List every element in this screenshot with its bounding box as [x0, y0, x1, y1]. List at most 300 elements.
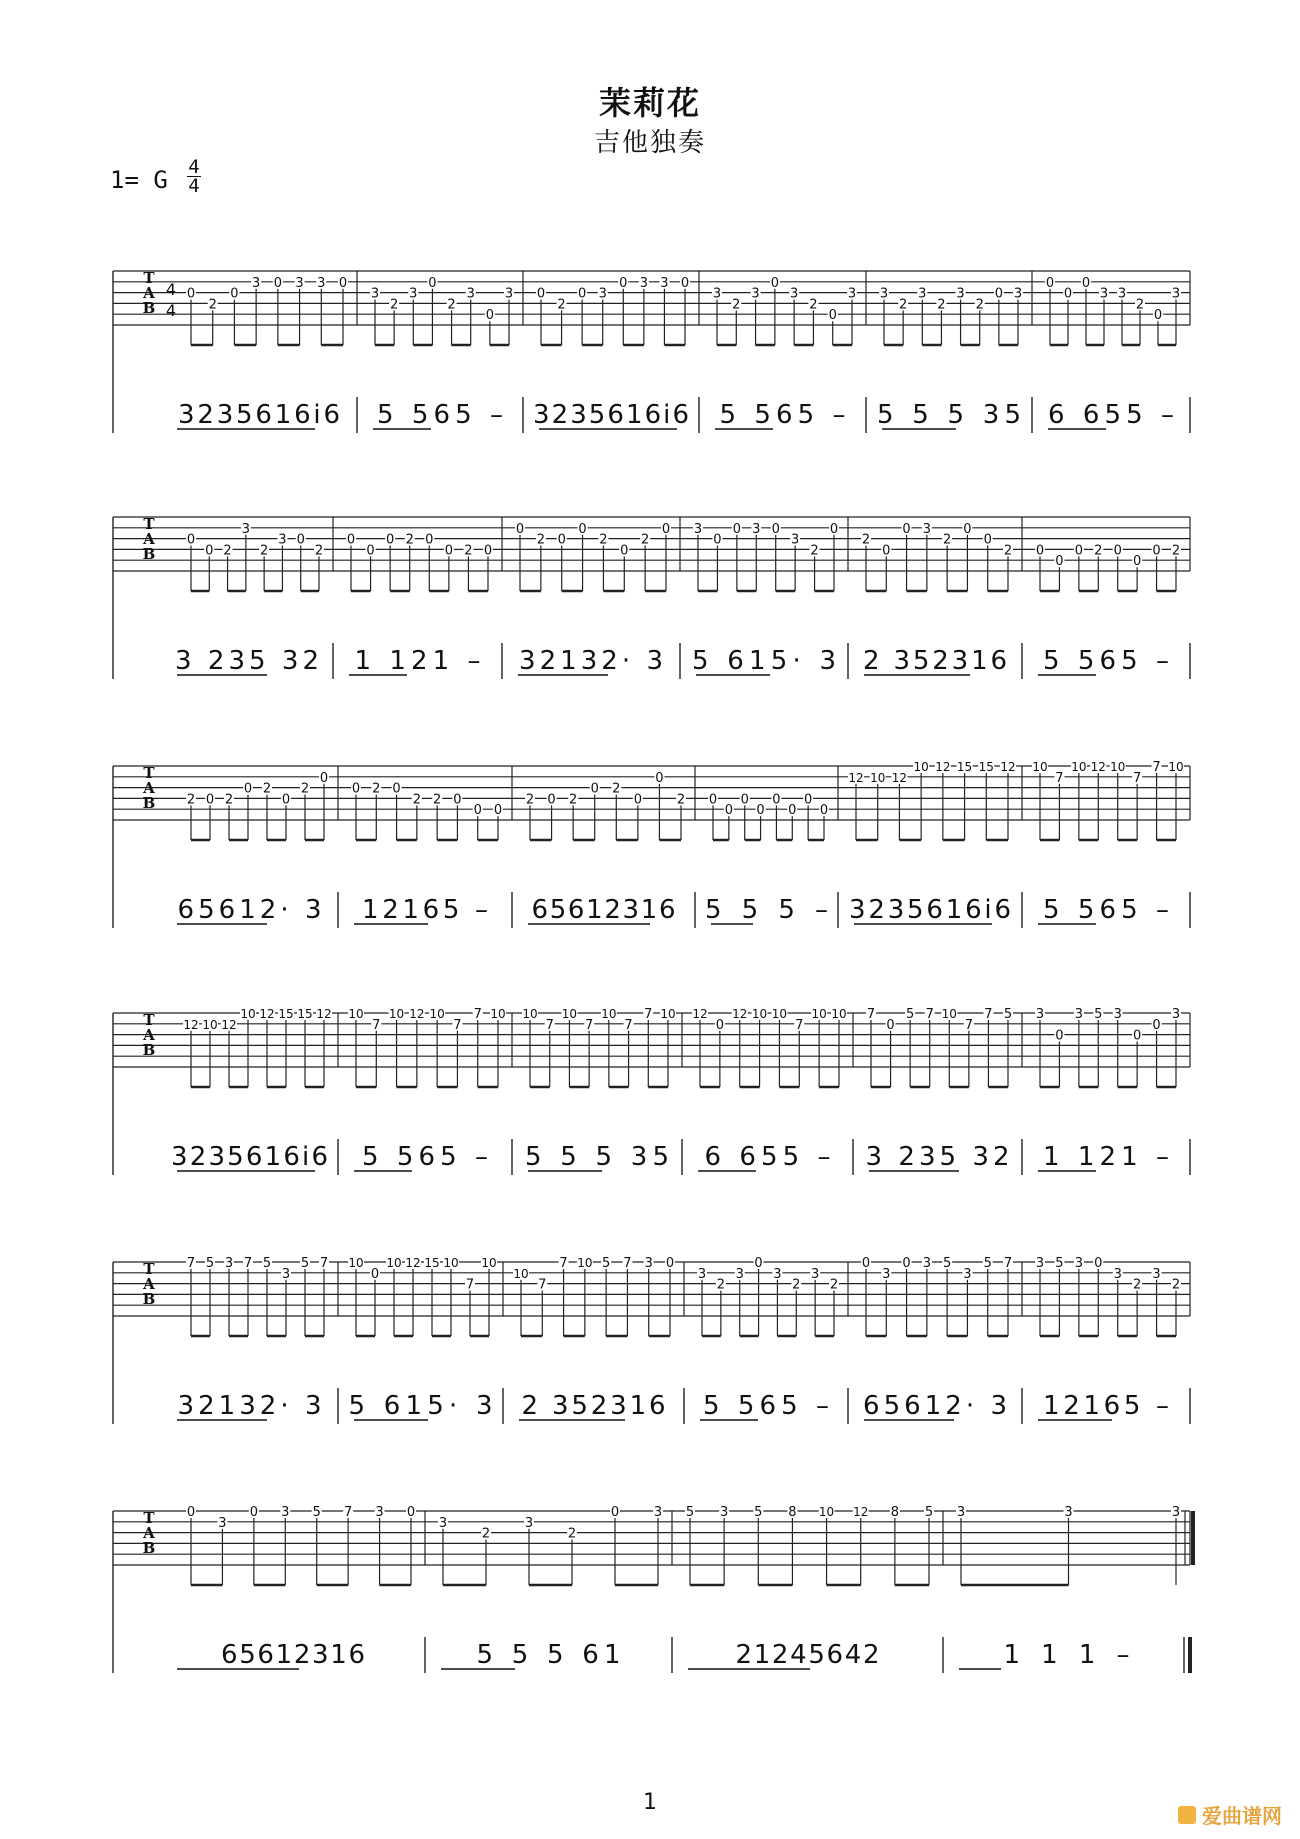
tab-clef-letter: T — [143, 1509, 155, 1527]
fret-number: 7 — [465, 1277, 475, 1293]
fret-number: 15 — [956, 760, 973, 774]
fret-number: 0 — [756, 803, 765, 819]
fret-number: 2 — [557, 297, 566, 313]
jianpu-measure: 65612316 — [531, 895, 676, 925]
fret-number: 3 — [720, 1505, 729, 1520]
fret-number: 3 — [1035, 1256, 1045, 1271]
fret-number: 2 — [792, 1277, 801, 1293]
jianpu-measure: 5 5 5 – — [705, 895, 828, 925]
fret-number: 2 — [899, 297, 908, 313]
fret-number: 12 — [692, 1007, 708, 1021]
fret-number: 3 — [278, 532, 287, 548]
tab-clef-letter: B — [142, 1041, 156, 1059]
fret-number: 2 — [405, 532, 414, 548]
fret-number: 10 — [386, 1256, 402, 1270]
jianpu-measure: 1 121 – — [354, 646, 481, 676]
fret-number: 10 — [522, 1007, 538, 1021]
fret-number: 0 — [788, 803, 797, 819]
jianpu-measure: 12165 – — [1043, 1391, 1169, 1421]
fret-number: 5 — [685, 1505, 695, 1520]
fret-number: 10 — [429, 1007, 445, 1021]
fret-number: 10 — [913, 760, 929, 774]
fret-number: 10 — [1110, 760, 1126, 774]
fret-number: 2 — [975, 297, 984, 313]
fret-number: 0 — [828, 308, 837, 324]
fret-number: 0 — [366, 543, 375, 559]
fret-number: 2 — [262, 781, 272, 797]
site-watermark-text: 爱曲谱网 — [1202, 1804, 1282, 1828]
fret-number: 7 — [1003, 1256, 1013, 1271]
fret-number: 3 — [752, 521, 761, 537]
fret-number: 3 — [918, 286, 927, 302]
jianpu-measure: 2 352316 — [863, 646, 1007, 676]
fret-number: 2 — [641, 532, 650, 548]
fret-number: 0 — [428, 275, 437, 291]
fret-number: 5 — [300, 1256, 310, 1271]
fret-number: 0 — [186, 286, 196, 302]
fret-number: 10 — [513, 1266, 529, 1281]
fret-number: 0 — [740, 792, 749, 808]
fret-number: 2 — [599, 532, 608, 548]
fret-number: 3 — [1171, 1007, 1181, 1022]
fret-number: 3 — [598, 286, 607, 302]
fret-number: 3 — [1171, 1505, 1181, 1520]
site-watermark — [1178, 1800, 1282, 1829]
fret-number: 5 — [754, 1505, 763, 1520]
fret-number: 2 — [612, 781, 621, 797]
fret-number: 0 — [610, 1505, 620, 1520]
fret-number: 3 — [370, 286, 380, 302]
fret-number: 7 — [319, 1256, 329, 1271]
fret-number: 7 — [644, 1007, 653, 1022]
fret-number: 3 — [1113, 1266, 1122, 1282]
fret-number: 7 — [984, 1007, 993, 1022]
fret-number: 2 — [1135, 297, 1145, 313]
fret-number: 0 — [1074, 543, 1083, 559]
jianpu-measure: 5 5 5 35 — [525, 1142, 669, 1172]
fret-number: 10 — [870, 770, 886, 785]
fret-number: 5 — [983, 1256, 992, 1271]
fret-number: 10 — [202, 1017, 218, 1032]
fret-number: 0 — [754, 1256, 763, 1271]
fret-number: 0 — [1152, 543, 1161, 559]
fret-number: 0 — [661, 521, 671, 537]
fret-number: 3 — [1152, 1266, 1161, 1282]
jianpu-measure: 65612· 3 — [177, 895, 322, 925]
fret-number: 10 — [481, 1256, 497, 1270]
fret-number: 2 — [810, 543, 819, 559]
tab-clef-letter: B — [142, 1290, 156, 1308]
fret-number: 5 — [1094, 1007, 1103, 1022]
jianpu-measure: 1 121 – — [1043, 1142, 1169, 1172]
fret-number: 7 — [473, 1007, 482, 1022]
fret-number: 0 — [994, 286, 1003, 302]
tab-clef-letter: B — [142, 1539, 156, 1557]
tab-clef-letter: T — [143, 1011, 155, 1029]
fret-number: 2 — [829, 1277, 839, 1293]
fret-number: 10 — [240, 1007, 256, 1021]
fret-number: 7 — [344, 1505, 353, 1520]
fret-number: 0 — [590, 781, 599, 797]
fret-number: 3 — [504, 286, 514, 302]
fret-number: 12 — [405, 1256, 421, 1270]
fret-number: 7 — [243, 1256, 253, 1271]
fret-number: 3 — [791, 532, 800, 548]
fret-number: 12 — [848, 770, 864, 785]
fret-number: 0 — [902, 521, 911, 537]
fret-number: 2 — [809, 297, 818, 313]
tab-clef-letter: B — [142, 299, 156, 317]
tab-clef-letter: A — [143, 779, 155, 797]
fret-number: 3 — [295, 275, 304, 291]
fret-number: 7 — [1152, 760, 1161, 775]
fret-number: 5 — [1003, 1007, 1013, 1022]
fret-number: 0 — [861, 1256, 871, 1271]
jianpu-measure: 5 615· 3 — [348, 1391, 493, 1421]
fret-number: 0 — [1152, 1017, 1161, 1033]
key-signature: 1= G — [110, 166, 168, 194]
fret-number: 0 — [902, 1256, 911, 1271]
fret-number: 10 — [660, 1007, 676, 1021]
fret-number: 12 — [935, 760, 951, 774]
fret-number: 0 — [963, 521, 972, 537]
fret-number: 3 — [1035, 1007, 1045, 1022]
fret-number: 3 — [1064, 1505, 1073, 1520]
fret-number: 5 — [262, 1256, 272, 1271]
tab-clef-letter: T — [143, 269, 155, 287]
fret-number: 0 — [230, 286, 239, 302]
fret-number: 0 — [1113, 543, 1122, 559]
fret-number: 0 — [708, 792, 718, 808]
fret-number: 0 — [281, 792, 291, 808]
fret-number: 3 — [644, 1256, 653, 1271]
fret-number: 2 — [447, 297, 456, 313]
fret-number: 2 — [1003, 543, 1013, 559]
fret-number: 0 — [882, 543, 891, 559]
fret-number: 7 — [925, 1007, 934, 1022]
fret-number: 10 — [577, 1256, 593, 1270]
fret-number: 3 — [224, 1256, 234, 1271]
tab-time-bottom: 4 — [165, 301, 177, 320]
jianpu-measure: 3235616i6 — [171, 1142, 328, 1172]
jianpu-measure: 5 5 5 61 — [476, 1640, 621, 1670]
fret-number: 8 — [890, 1505, 899, 1520]
fret-number: 3 — [697, 1266, 707, 1282]
fret-number: 0 — [732, 521, 741, 537]
fret-number: 2 — [536, 532, 545, 548]
fret-number: 5 — [602, 1256, 611, 1271]
fret-number: 0 — [1063, 286, 1073, 302]
note-logo-icon — [1178, 1806, 1196, 1824]
fret-number: 0 — [515, 521, 525, 537]
fret-number: 0 — [665, 1256, 675, 1271]
tab-clef-letter: B — [142, 545, 156, 563]
fret-number: 3 — [773, 1266, 782, 1282]
fret-number: 5 — [312, 1505, 321, 1520]
fret-number: 0 — [829, 521, 839, 537]
jianpu-measure: 3 235 32 — [865, 1142, 1010, 1172]
fret-number: 0 — [578, 521, 587, 537]
jianpu-measure: 5 565 – — [1043, 895, 1169, 925]
fret-number: 0 — [1094, 1256, 1103, 1271]
fret-number: 2 — [1171, 543, 1181, 559]
fret-number: 10 — [388, 1007, 405, 1021]
fret-number: 15 — [297, 1007, 313, 1021]
tab-clef-letter: A — [143, 530, 155, 548]
fret-number: 2 — [1094, 543, 1103, 559]
fret-number: 10 — [443, 1256, 459, 1270]
fret-number: 0 — [351, 781, 361, 797]
fret-number: 0 — [444, 543, 453, 559]
fret-number: 7 — [624, 1017, 633, 1033]
fret-number: 15 — [978, 760, 994, 774]
fret-number: 10 — [1032, 760, 1048, 774]
fret-number: 0 — [983, 532, 992, 548]
fret-number: 7 — [1133, 770, 1142, 786]
fret-number: 0 — [1055, 554, 1064, 570]
fret-number: 3 — [963, 1266, 972, 1282]
fret-number: 10 — [561, 1007, 578, 1021]
fret-number: 12 — [1090, 760, 1106, 774]
fret-number: 2 — [260, 543, 269, 559]
jianpu-measure: 3235616i6 — [849, 895, 1011, 925]
fret-number: 10 — [811, 1007, 827, 1021]
fret-number: 12 — [891, 770, 908, 785]
fret-number: 2 — [372, 781, 381, 797]
jianpu-measure: 2 352316 — [521, 1391, 666, 1421]
time-signature-bottom: 4 — [188, 175, 200, 197]
fret-number: 3 — [409, 286, 418, 302]
tab-clef-letter: A — [143, 284, 155, 302]
fret-number: 3 — [751, 286, 760, 302]
fret-number: 2 — [314, 543, 324, 559]
jianpu-measure: 65612· 3 — [863, 1391, 1007, 1421]
fret-number: 2 — [223, 543, 232, 559]
fret-number: 0 — [485, 308, 494, 324]
fret-number: 0 — [296, 532, 305, 548]
fret-number: 2 — [412, 792, 421, 808]
fret-number: 2 — [300, 781, 310, 797]
fret-number: 3 — [790, 286, 799, 302]
fret-number: 0 — [578, 286, 587, 302]
fret-number: 10 — [490, 1007, 506, 1021]
jianpu-measure: 5 565 – — [362, 1142, 488, 1172]
jianpu-measure: 65612316 — [221, 1640, 365, 1670]
fret-number: 0 — [338, 275, 348, 291]
fret-number: 10 — [751, 1007, 768, 1021]
jianpu-measure: 5 565 – — [703, 1391, 829, 1421]
fret-number: 0 — [1153, 308, 1163, 324]
fret-number: 0 — [319, 770, 329, 786]
jianpu-measure: 3235616i6 — [533, 400, 689, 430]
fret-number: 3 — [317, 275, 326, 291]
fret-number: 3 — [956, 286, 965, 302]
fret-number: 0 — [205, 792, 215, 808]
fret-number: 5 — [205, 1256, 215, 1271]
fret-number: 2 — [676, 792, 686, 808]
fret-number: 7 — [453, 1017, 462, 1033]
fret-number: 0 — [713, 532, 722, 548]
fret-number: 2 — [943, 532, 952, 548]
fret-number: 12 — [732, 1007, 748, 1021]
jianpu-measure: 1 1 1 – — [1003, 1640, 1130, 1670]
fret-number: 0 — [886, 1017, 895, 1033]
fret-number: 15 — [424, 1256, 440, 1270]
jianpu-measure: 5 565 – — [719, 400, 846, 430]
fret-number: 3 — [281, 1266, 291, 1282]
tab-clef-letter: A — [143, 1524, 155, 1542]
fret-number: 2 — [433, 792, 442, 808]
fret-number: 0 — [620, 543, 629, 559]
fret-number: 12 — [316, 1007, 332, 1021]
jianpu-measure: 21245642 — [735, 1640, 880, 1670]
fret-number: 0 — [392, 781, 401, 797]
fret-number: 0 — [483, 543, 493, 559]
fret-number: 0 — [453, 792, 462, 808]
fret-number: 3 — [466, 286, 475, 302]
fret-number: 0 — [493, 803, 503, 819]
fret-number: 0 — [346, 532, 356, 548]
fret-number: 10 — [941, 1007, 957, 1021]
fret-number: 7 — [1055, 770, 1064, 786]
fret-number: 5 — [943, 1256, 952, 1271]
fret-number: 5 — [906, 1007, 915, 1022]
fret-number: 7 — [795, 1017, 804, 1033]
fret-number: 2 — [569, 792, 578, 808]
fret-number: 3 — [712, 286, 722, 302]
tab-clef-letter: T — [143, 515, 155, 533]
fret-number: 10 — [348, 1007, 364, 1021]
jianpu-measure: 5 565 – — [1043, 646, 1169, 676]
tab-clef-letter: B — [142, 794, 156, 812]
fret-number: 0 — [473, 803, 482, 819]
jianpu-measure: 5 5 5 35 — [877, 400, 1021, 430]
fret-number: 0 — [772, 792, 781, 808]
fret-number: 0 — [243, 781, 253, 797]
fret-number: 12 — [183, 1017, 199, 1032]
fret-number: 2 — [208, 297, 217, 313]
fret-number: 3 — [847, 286, 857, 302]
fret-number: 12 — [1000, 760, 1016, 774]
fret-number: 3 — [735, 1266, 744, 1282]
fret-number: 3 — [241, 521, 250, 537]
fret-number: 10 — [348, 1256, 364, 1270]
fret-number: 12 — [221, 1017, 237, 1032]
fret-number: 0 — [680, 275, 690, 291]
song-title: 茉莉花 — [598, 84, 701, 122]
fret-number: 7 — [866, 1007, 876, 1022]
fret-number: 0 — [1133, 1028, 1142, 1044]
jianpu-measure: 3235616i6 — [178, 400, 340, 430]
jianpu-measure: 32132· 3 — [519, 646, 663, 676]
fret-number: 0 — [536, 286, 546, 302]
fret-number: 0 — [1133, 554, 1142, 570]
jianpu-measure: 12165 – — [362, 895, 488, 925]
fret-number: 3 — [922, 1256, 931, 1271]
tab-clef-letter: T — [143, 764, 155, 782]
fret-number: 3 — [1099, 286, 1109, 302]
fret-number: 0 — [724, 803, 733, 819]
fret-number: 0 — [1035, 543, 1045, 559]
fret-number: 0 — [715, 1017, 724, 1033]
fret-number: 8 — [788, 1505, 797, 1520]
tab-clef-letter: T — [143, 1260, 155, 1278]
fret-number: 3 — [653, 1505, 663, 1520]
tab-clef-letter: A — [143, 1026, 155, 1044]
fret-number: 10 — [1168, 760, 1184, 774]
time-signature-top: 4 — [188, 156, 200, 178]
fret-number: 7 — [545, 1017, 554, 1033]
fret-number: 3 — [660, 275, 669, 291]
jianpu-measure: 6 655 – — [704, 1142, 831, 1172]
fret-number: 0 — [770, 275, 779, 291]
fret-number: 0 — [619, 275, 628, 291]
fret-number: 3 — [281, 1505, 290, 1520]
fret-number: 2 — [732, 297, 741, 313]
fret-number: 0 — [386, 532, 395, 548]
jianpu-measure: 3 235 32 — [175, 646, 319, 676]
fret-number: 7 — [186, 1256, 196, 1271]
fret-number: 10 — [1071, 760, 1087, 774]
fret-number: 0 — [1055, 1028, 1064, 1044]
fret-number: 3 — [218, 1515, 227, 1531]
time-signature — [186, 158, 202, 195]
fret-number: 3 — [882, 1266, 891, 1282]
jianpu-measure: 32132· 3 — [177, 1391, 322, 1421]
fret-number: 3 — [1171, 286, 1181, 302]
tab-clef-letter: A — [143, 1275, 155, 1293]
fret-number: 3 — [1074, 1007, 1083, 1022]
fret-number: 2 — [464, 543, 473, 559]
song-subtitle: 吉他独奏 — [593, 128, 706, 158]
fret-number: 0 — [205, 543, 214, 559]
fret-number: 0 — [547, 792, 556, 808]
fret-number: 0 — [186, 1505, 196, 1520]
fret-number: 3 — [252, 275, 261, 291]
fret-number: 7 — [585, 1017, 594, 1033]
fret-number: 3 — [879, 286, 889, 302]
fret-number: 2 — [525, 792, 535, 808]
fret-number: 0 — [819, 803, 829, 819]
fret-number: 10 — [818, 1505, 835, 1519]
jianpu-measure: 5 615· 3 — [692, 646, 836, 676]
fret-number: 3 — [524, 1515, 534, 1531]
fret-number: 0 — [557, 532, 566, 548]
fret-number: 0 — [370, 1266, 380, 1282]
fret-number: 7 — [372, 1017, 381, 1033]
jianpu-measure: 5 565 – — [377, 400, 503, 430]
fret-number: 2 — [937, 297, 946, 313]
fret-number: 2 — [567, 1526, 577, 1542]
fret-number: 3 — [1113, 1007, 1122, 1022]
fret-number: 0 — [1081, 275, 1091, 291]
fret-number: 3 — [438, 1515, 448, 1531]
fret-number: 0 — [655, 770, 664, 786]
tab-time-top: 4 — [165, 280, 177, 299]
fret-number: 12 — [409, 1007, 425, 1021]
fret-number: 7 — [964, 1017, 973, 1033]
fret-number: 0 — [804, 792, 813, 808]
fret-number: 3 — [375, 1505, 384, 1520]
fret-number: 2 — [481, 1526, 491, 1542]
page-number: 1 — [643, 1790, 657, 1815]
fret-number: 5 — [1055, 1256, 1064, 1271]
fret-number: 2 — [716, 1277, 725, 1293]
fret-number: 7 — [559, 1256, 568, 1271]
fret-number: 0 — [273, 275, 282, 291]
fret-number: 10 — [831, 1007, 847, 1021]
fret-number: 3 — [1013, 286, 1023, 302]
